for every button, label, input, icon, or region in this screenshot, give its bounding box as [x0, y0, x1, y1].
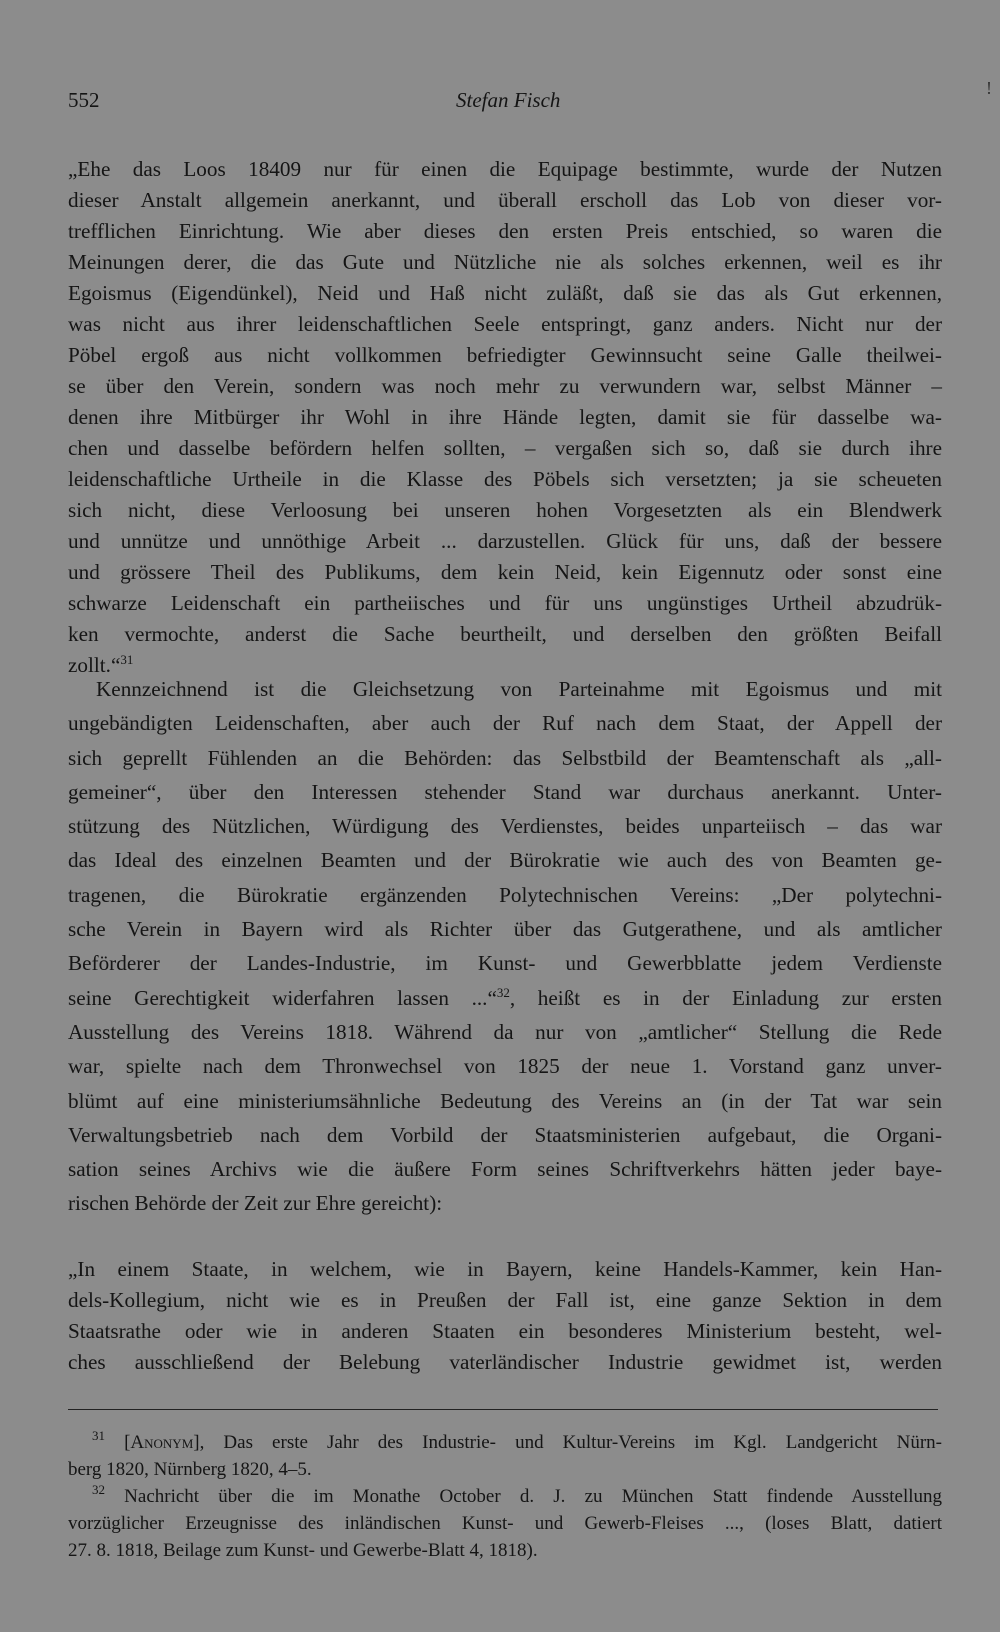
text-line: ches ausschließend der Belebung vaterländischer Industrie gewidmet ist, werden	[68, 1350, 942, 1374]
text-line: denen ihre Mitbürger ihr Wohl in ihre Hände legten, damit sie für dasselbe wa-	[68, 405, 942, 429]
text-line: ken vermochte, anderst die Sache beurtheilt, und derselben den größten Beifall	[68, 622, 942, 646]
text-fragment: , Das erste Jahr des Industrie- und Kultur-Vereins im Kgl. Landgericht Nürn-	[199, 1432, 943, 1453]
text-line: blümt auf eine ministeriumsähnliche Bedeutung des Vereins an (in der Tat war sein	[68, 1088, 942, 1113]
text-line: Pöbel ergoß aus nicht vollkommen befriedigter Gewinnsucht seine Galle theilwei-	[68, 343, 942, 367]
running-head-author: Stefan Fisch	[456, 88, 561, 112]
page-number: 552	[68, 88, 100, 112]
quotation-block-1	[68, 154, 942, 681]
text-line: Beförderer der Landes-Industrie, im Kunst- und Gewerbblatte jedem Verdienste	[68, 951, 942, 976]
footnote-line: berg 1820, Nürnberg 1820, 4–5.	[68, 1459, 312, 1480]
text-line: „In einem Staate, in welchem, wie in Bayern, keine Handels-Kammer, kein Han-	[68, 1257, 942, 1281]
body-paragraph	[68, 672, 942, 1221]
footnote-line: vorzüglicher Erzeugnisse des inländischen Kunst- und Gewerb-Fleises ..., (loses Blatt, datiert	[68, 1513, 942, 1534]
text-line: leidenschaftliche Urtheile in die Klasse des Pöbels sich versetzten; ja sie scheueten	[68, 467, 942, 491]
page-header	[68, 88, 938, 118]
text-line: sation seines Archivs wie die äußere Form seines Schriftverkehrs hätten jeder baye-	[68, 1157, 942, 1182]
footnote-author: [Anonym]	[124, 1432, 200, 1453]
text-line-last: rischen Behörde der Zeit zur Ehre gereicht):	[68, 1191, 443, 1216]
footnote-ref-32: 32	[496, 984, 510, 1000]
text-line: Staatsrathe oder wie in anderen Staaten ein besonderes Ministerium besteht, wel-	[68, 1319, 942, 1343]
text-line: Meinungen derer, die das Gute und Nützliche nie als solches erkennen, weil es ihr	[68, 250, 942, 274]
text-line: sche Verein in Bayern wird als Richter über das Gutgerathene, und als amtlicher	[68, 917, 942, 942]
text-line: war, spielte nach dem Thronwechsel von 1825 der neue 1. Vorstand ganz unver-	[68, 1054, 942, 1079]
text-line: und unnütze und unnöthige Arbeit ... darzustellen. Glück für uns, daß der bessere	[68, 529, 942, 553]
text-line: sich geprellt Fühlenden an die Behörden: das Selbstbild der Beamtenschaft als „all-	[68, 745, 942, 770]
text-line: chen und dasselbe befördern helfen sollten, – vergaßen sich so, daß sie durch ihre	[68, 436, 942, 460]
text-line: ungebändigten Leidenschaften, aber auch der Ruf nach dem Staat, der Appell der	[68, 711, 942, 736]
footnotes	[68, 1429, 942, 1564]
text-line: stützung des Nützlichen, Würdigung des Verdienstes, beides unparteiisch – das war	[68, 814, 942, 839]
text-line: sich nicht, diese Verloosung bei unseren hohen Vorgesetzten als ein Blendwerk	[68, 498, 942, 522]
text-line: Egoismus (Eigendünkel), Neid und Haß nicht zuläßt, daß sie das als Gut erkennen,	[68, 281, 942, 305]
text-line: und grössere Theil des Publikums, dem kein Neid, kein Eigennutz oder sonst eine	[68, 560, 942, 584]
text-fragment: Nachricht über die im Monathe October d. J. zu München Statt findende Ausstellung	[124, 1486, 942, 1507]
text-line: tragenen, die Bürokratie ergänzenden Polytechnischen Vereins: „Der polytechni-	[68, 882, 942, 907]
text-line: dels-Kollegium, nicht wie es in Preußen der Fall ist, eine ganze Sektion in dem	[68, 1288, 942, 1312]
edge-mark: !	[986, 78, 992, 98]
text-line: schwarze Leidenschaft ein partheiisches und für uns ungünstiges Urtheil abzudrük-	[68, 591, 942, 615]
text-line-with-ref	[68, 981, 942, 1015]
quotation-block-2	[68, 1254, 942, 1378]
text-line: Kennzeichnend ist die Gleichsetzung von Parteinahme mit Egoismus und mit	[96, 677, 942, 701]
footnote-separator	[68, 1409, 938, 1410]
footnote-31	[68, 1429, 942, 1456]
text-fragment: seine Gerechtigkeit widerfahren lassen ...“	[68, 985, 497, 1010]
text-line: „Ehe das Loos 18409 nur für einen die Equipage bestimmte, wurde der Nutzen	[68, 157, 942, 181]
text-line: se über den Verein, sondern was noch mehr zu verwundern war, selbst Männer –	[68, 374, 942, 398]
footnote-number: 32	[92, 1482, 105, 1497]
footnote-32	[68, 1483, 942, 1510]
footnote-ref-31: 31	[120, 652, 134, 667]
footnote-line: 27. 8. 1818, Beilage zum Kunst- und Gewerbe-Blatt 4, 1818).	[68, 1540, 538, 1561]
text-line: was nicht aus ihrer leidenschaftlichen Seele entspringt, ganz anders. Nicht nur der	[68, 312, 942, 336]
text-line: trefflichen Einrichtung. Wie aber dieses den ersten Preis entschied, so waren die	[68, 219, 942, 243]
text-line: Verwaltungsbetrieb nach dem Vorbild der Staatsministerien aufgebaut, die Organi-	[68, 1122, 942, 1147]
text-line: das Ideal des einzelnen Beamten und der Bürokratie wie auch des von Beamten ge-	[68, 848, 942, 873]
text-line: Ausstellung des Vereins 1818. Während da nur von „amtlicher“ Stellung die Rede	[68, 1019, 942, 1044]
text-fragment: zollt.“	[68, 653, 121, 677]
text-fragment: , heißt es in der Einladung zur ersten	[509, 985, 942, 1010]
text-line: dieser Anstalt allgemein anerkannt, und überall erscholl das Lob von dieser vor-	[68, 188, 942, 212]
text-line: gemeiner“, über den Interessen stehender Stand war durchaus anerkannt. Unter-	[68, 779, 942, 804]
footnote-number: 31	[92, 1428, 105, 1443]
